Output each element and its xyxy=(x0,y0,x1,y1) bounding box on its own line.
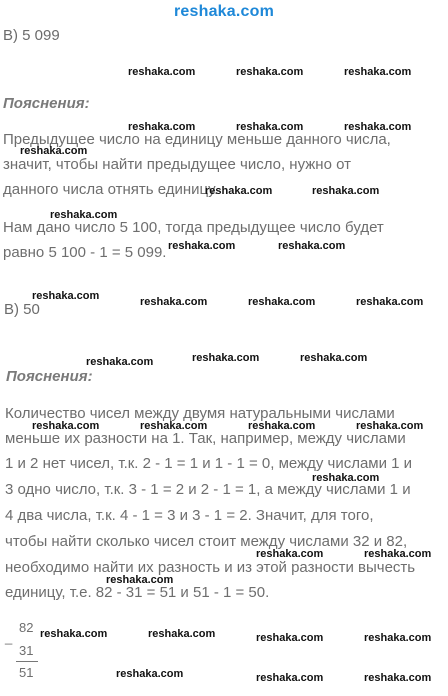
watermark: reshaka.com xyxy=(312,472,380,484)
calc-subtrahend: 31 xyxy=(19,643,34,658)
site-header[interactable]: reshaka.com xyxy=(173,3,275,20)
watermark: reshaka.com xyxy=(356,296,424,308)
watermark: reshaka.com xyxy=(236,66,304,78)
explanation-1-line-1: Предыдущее число на единицу меньше данного числа, xyxy=(3,131,391,148)
watermark: reshaka.com xyxy=(364,548,432,560)
explanation-title-1: Пояснения: xyxy=(3,95,90,112)
watermark: reshaka.com xyxy=(256,548,324,560)
answer-1: В) 5 099 xyxy=(3,27,60,44)
calc-minuend: 82 xyxy=(19,620,34,635)
watermark: reshaka.com xyxy=(344,121,412,133)
watermark: reshaka.com xyxy=(248,296,316,308)
watermark: reshaka.com xyxy=(116,668,184,680)
watermark: reshaka.com xyxy=(356,420,424,432)
watermark: reshaka.com xyxy=(256,672,324,684)
explanation-title-2: Пояснения: xyxy=(6,368,93,385)
watermark: reshaka.com xyxy=(140,420,208,432)
watermark: reshaka.com xyxy=(312,185,380,197)
watermark: reshaka.com xyxy=(50,209,118,221)
explanation-1-line-5: равно 5 100 - 1 = 5 099. xyxy=(3,244,167,261)
watermark: reshaka.com xyxy=(248,420,316,432)
calc-line xyxy=(16,661,38,662)
watermark: reshaka.com xyxy=(32,420,100,432)
explanation-2-line-3: 1 и 2 нет чисел, т.к. 2 - 1 = 1 и 1 - 1 = 0, между числами 1 и xyxy=(5,455,413,472)
watermark: reshaka.com xyxy=(20,145,88,157)
explanation-2-line-6: чтобы найти сколько чисел стоит между числами 32 и 82, xyxy=(5,533,408,550)
explanation-2-line-7: необходимо найти их разность и из этой разности вычесть xyxy=(5,559,416,576)
watermark: reshaka.com xyxy=(364,672,432,684)
watermark: reshaka.com xyxy=(364,632,432,644)
explanation-2-line-4: 3 одно число, т.к. 3 - 1 = 2 и 2 - 1 = 1, а между числами 1 и xyxy=(5,481,411,498)
explanation-2-line-2: меньше их разности на 1. Так, например, между числами xyxy=(5,430,406,447)
watermark: reshaka.com xyxy=(32,290,100,302)
watermark: reshaka.com xyxy=(256,632,324,644)
answer-2: В) 50 xyxy=(4,301,40,318)
explanation-2-line-5: 4 два числа, т.к. 4 - 1 = 3 и 3 - 1 = 2. Значит, для того, xyxy=(5,507,374,524)
watermark: reshaka.com xyxy=(128,121,196,133)
watermark: reshaka.com xyxy=(300,352,368,364)
watermark: reshaka.com xyxy=(86,356,154,368)
explanation-2-line-1: Количество чисел между двумя натуральными числами xyxy=(5,405,395,422)
calc-result: 51 xyxy=(19,665,34,680)
watermark: reshaka.com xyxy=(205,185,273,197)
watermark: reshaka.com xyxy=(236,121,304,133)
watermark: reshaka.com xyxy=(344,66,412,78)
watermark: reshaka.com xyxy=(140,296,208,308)
watermark: reshaka.com xyxy=(278,240,346,252)
explanation-1-line-4: Нам дано число 5 100, тогда предыдущее число будет xyxy=(3,219,384,236)
watermark: reshaka.com xyxy=(106,574,174,586)
watermark: reshaka.com xyxy=(192,352,260,364)
calc-minus-sign: _ xyxy=(5,630,13,645)
explanation-1-line-2: значит, чтобы найти предыдущее число, нужно от xyxy=(3,156,351,173)
watermark: reshaka.com xyxy=(40,628,108,640)
explanation-1-line-3: данного числа отнять единицу. xyxy=(3,181,219,198)
watermark: reshaka.com xyxy=(148,628,216,640)
explanation-2-line-8: единицу, т.е. 82 - 31 = 51 и 51 - 1 = 50. xyxy=(5,584,270,601)
watermark: reshaka.com xyxy=(128,66,196,78)
watermark: reshaka.com xyxy=(168,240,236,252)
